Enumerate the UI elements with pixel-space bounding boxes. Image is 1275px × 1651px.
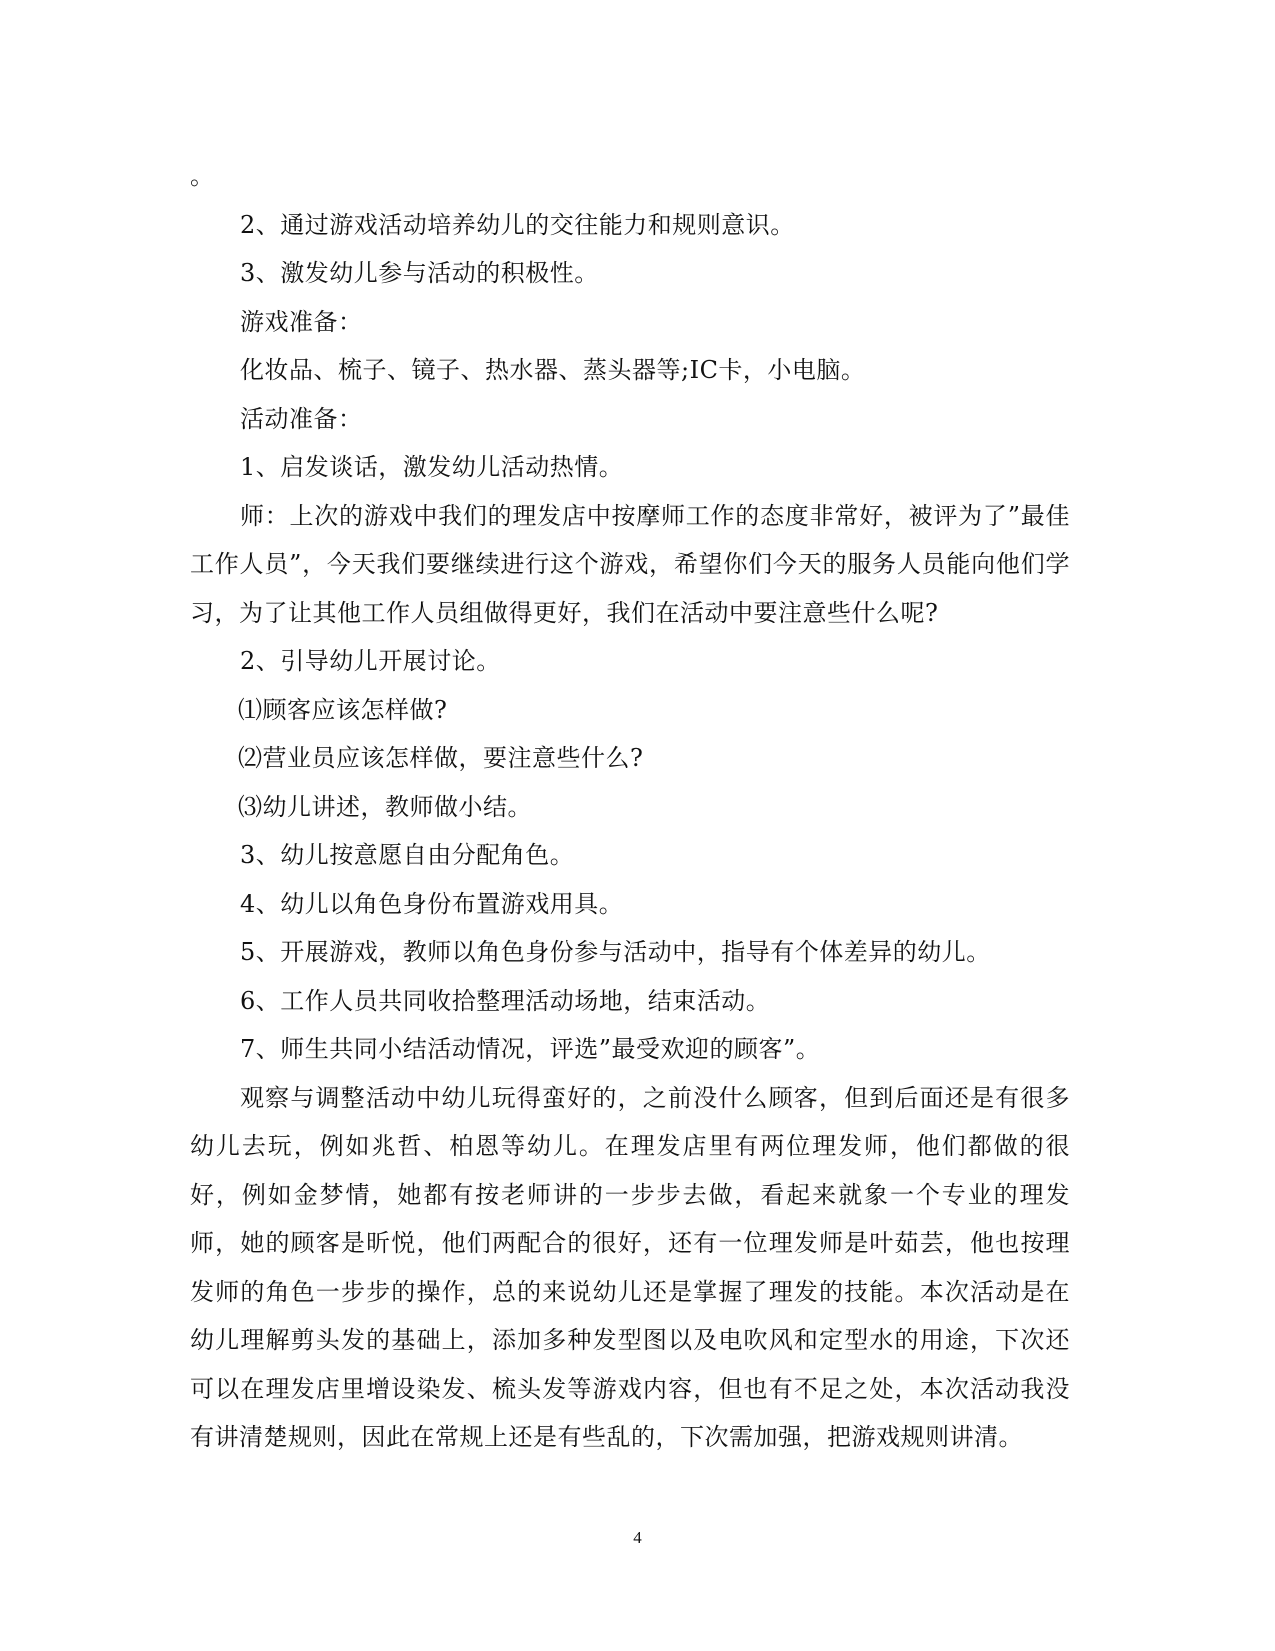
goal-item-2: 2、通过游戏活动培养幼儿的交往能力和规则意识。 — [240, 210, 795, 239]
lead-fragment: 。 — [190, 162, 215, 190]
game-preparation-heading: 游戏准备： — [240, 307, 363, 336]
goal-item-3: 3、激发幼儿参与活动的积极性。 — [240, 259, 599, 287]
activity-step-3: 3、幼儿按意愿自由分配角色。 — [240, 841, 575, 869]
activity-step-4: 4、幼儿以角色身份布置游戏用具。 — [240, 889, 624, 918]
activity-step-5: 5、开展游戏，教师以角色身份参与活动中，指导有个体差异的幼儿。 — [240, 938, 991, 966]
page-body — [190, 152, 1070, 1462]
activity-step-7: 7、师生共同小结活动情况，评选”最受欢迎的顾客”。 — [240, 1035, 821, 1063]
activity-step-1: 1、启发谈话，激发幼儿活动热情。 — [240, 453, 624, 481]
activity-step-2: 2、引导幼儿开展讨论。 — [240, 647, 501, 675]
discussion-item-2: ⑵营业员应该怎样做，要注意些什么? — [238, 744, 644, 772]
activity-preparation-heading: 活动准备： — [240, 404, 363, 433]
discussion-item-1: ⑴顾客应该怎样做? — [238, 695, 448, 724]
discussion-item-3: ⑶幼儿讲述，教师做小结。 — [238, 792, 532, 821]
observation-paragraph: 观察与调整活动中幼儿玩得蛮好的，之前没什么顾客，但到后面还是有很多幼儿去玩，例如兆哲、柏恩等幼儿。在理发店里有两位理发师，他们都做的很好，例如金梦情，她都有按老师讲的一步步去做，看起来就象一个专业的理发师，她的顾客是昕悦，他们两配合的很好，还有一位理发师是叶茹芸，他也按理发师的角色一步步的操作，总的来说幼儿还是掌握了理发的技能。本次活动是在幼儿理解剪头发的基础上，添加多种发型图以及电吹风和定型水的用途，下次还可以在理发店里增设染发、梳头发等游戏内容，但也有不足之处，本次活动我没有讲清楚规则，因此在常规上还是有些乱的，下次需加强，把游戏规则讲清。 — [190, 1083, 1070, 1451]
activity-step-6: 6、工作人员共同收拾整理活动场地，结束活动。 — [240, 986, 771, 1015]
page-number: 4 — [633, 1528, 642, 1547]
game-materials: 化妆品、梳子、镜子、热水器、蒸头器等;IC卡，小电脑。 — [240, 356, 866, 384]
teacher-paragraph: 师：上次的游戏中我们的理发店中按摩师工作的态度非常好，被评为了”最佳工作人员”，今天我们要继续进行这个游戏，希望你们今天的服务人员能向他们学习，为了让其他工作人员组做得更好，我们在活动中要注意些什么呢? — [190, 501, 1070, 627]
